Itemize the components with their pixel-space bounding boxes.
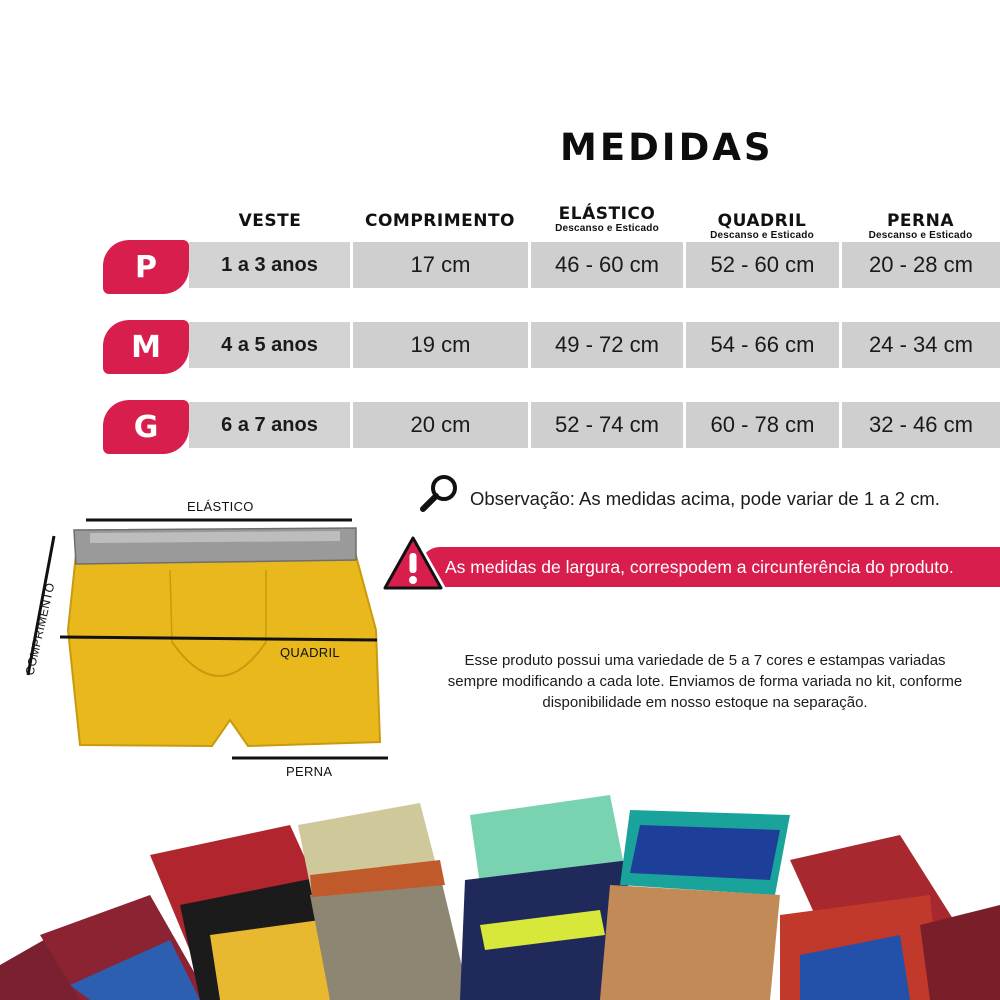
product-note xyxy=(410,650,1000,713)
header-quadril-sub: Descanso e Esticado xyxy=(710,230,814,241)
cell-elastico: 49 - 72 cm xyxy=(531,322,683,368)
magnifier-icon xyxy=(418,473,462,513)
header-perna-sub: Descanso e Esticado xyxy=(868,230,973,241)
product-photo-strip xyxy=(0,785,1000,1000)
header-elastico-label: ELÁSTICO xyxy=(558,204,656,224)
cell-age: 1 a 3 anos xyxy=(189,242,350,288)
note-line: Esse produto possui uma variedade de 5 a 7 cores e estampas variadas xyxy=(464,652,946,669)
diagram-label-perna: PERNA xyxy=(286,764,333,779)
size-badge-m: M xyxy=(103,320,189,374)
cell-elastico: 46 - 60 cm xyxy=(531,242,683,288)
cell-quadril: 60 - 78 cm xyxy=(686,402,839,448)
cell-perna: 32 - 46 cm xyxy=(842,402,1000,448)
header-veste-label: VESTE xyxy=(238,211,302,231)
cell-age: 6 a 7 anos xyxy=(189,402,350,448)
cell-perna: 24 - 34 cm xyxy=(842,322,1000,368)
header-comprimento-label: COMPRIMENTO xyxy=(364,211,516,231)
header-comprimento xyxy=(352,212,528,230)
size-badge-g: G xyxy=(103,400,189,454)
diagram-label-quadril: QUADRIL xyxy=(280,645,340,660)
page-title: MEDIDAS xyxy=(560,126,774,169)
table-row-m xyxy=(0,320,1000,376)
cell-age: 4 a 5 anos xyxy=(189,322,350,368)
header-veste xyxy=(215,212,325,230)
cell-quadril: 52 - 60 cm xyxy=(686,242,839,288)
diagram-label-elastico: ELÁSTICO xyxy=(187,499,254,514)
cell-perna: 20 - 28 cm xyxy=(842,242,1000,288)
header-elastico-sub: Descanso e Esticado xyxy=(555,223,659,234)
header-quadril xyxy=(686,212,838,241)
note-line: sempre modificando a cada lote. Enviamos de forma variada no kit, conforme xyxy=(447,673,963,690)
observation-text: Observação: As medidas acima, pode variar de 1 a 2 cm. xyxy=(470,488,940,509)
boxer-diagram-illustration xyxy=(20,510,390,770)
cell-elastico: 52 - 74 cm xyxy=(531,402,683,448)
cell-comprimento: 19 cm xyxy=(353,322,528,368)
table-row-g xyxy=(0,400,1000,456)
cell-comprimento: 20 cm xyxy=(353,402,528,448)
warning-text: As medidas de largura, correspodem a circunferência do produto. xyxy=(445,556,954,577)
cell-quadril: 54 - 66 cm xyxy=(686,322,839,368)
warning-banner xyxy=(420,547,1000,587)
header-quadril-label: QUADRIL xyxy=(717,211,807,231)
table-row-p xyxy=(0,240,1000,296)
header-elastico xyxy=(530,205,684,234)
cell-comprimento: 17 cm xyxy=(353,242,528,288)
header-perna xyxy=(841,212,1000,241)
note-line: disponibilidade em nosso estoque na separação. xyxy=(542,694,868,711)
diagram-label-comprimento: COMPRIMENTO xyxy=(22,581,58,677)
header-perna-label: PERNA xyxy=(886,211,955,231)
size-badge-p: P xyxy=(103,240,189,294)
